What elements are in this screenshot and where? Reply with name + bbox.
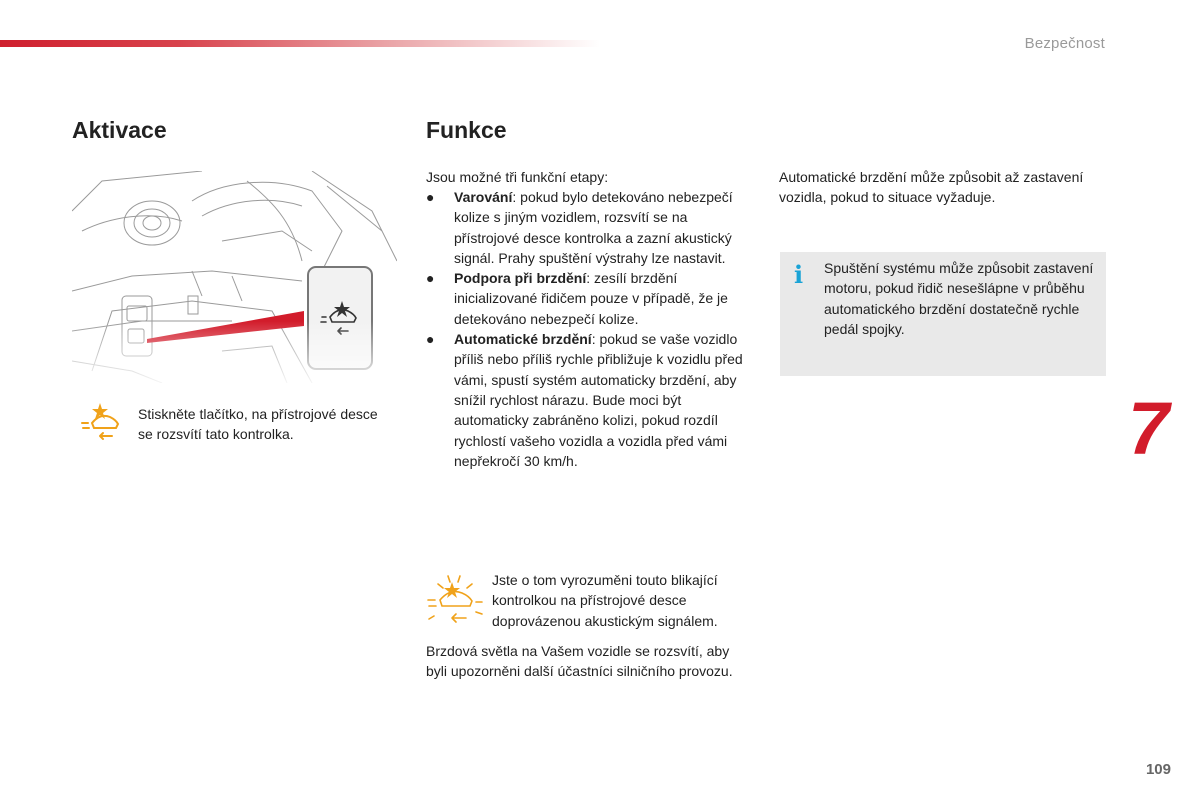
bullet-dot: ● [426, 189, 435, 205]
info-icon: i [794, 260, 804, 289]
intro-text: Jsou možné tři funkční etapy: [426, 169, 609, 185]
section-label: Bezpečnost [1024, 35, 1105, 52]
stage-title: Varování [454, 189, 513, 205]
info-text: Spuštění systému může způsobit zastavení motoru, pokud řidič nesešlápne v průběhu automatického brzdění dostatečně rychle pedál spojky. [824, 260, 1094, 337]
stage-title: Podpora při brzdění [454, 270, 587, 287]
bullet-dot: ● [426, 270, 435, 287]
stage-item-warning [426, 187, 756, 268]
brake-lights-text: Brzdová světla na Vašem vozidle se rozsvítí, aby byli upozorněni další účastníci silničního provozu. [426, 643, 733, 680]
stage-item-auto-braking [426, 329, 756, 471]
stage-list [426, 187, 756, 471]
collision-warning-icon [80, 403, 124, 445]
stage-item-brake-assist [426, 268, 756, 329]
heading-funkce: Funkce [426, 117, 507, 143]
heading-aktivace: Aktivace [72, 117, 167, 143]
stage-description: : pokud se vaše vozidlo příliš nebo příliš rychle přibližuje k vozidlu před vámi, spustí systém automaticky brzdění, aby snížil rychlost nárazu. Bude moci být automaticky zabráněno kolizi, pokud rozdíl rychlostí vašeho vozidla a vozidla před vámi nepřekročí 30 km/h. [454, 331, 743, 469]
activation-caption: Stiskněte tlačítko, na přístrojové desce se rozsvítí tato kontrolka. [138, 406, 378, 442]
warning-text: Jste o tom vyrozuměni touto blikající kontrolkou na přístrojové desce doprovázenou akustickým signálem. [492, 572, 718, 629]
dashboard-illustration [72, 171, 397, 383]
chapter-number: 7 [1128, 387, 1170, 470]
stage-description: : zesílí brzdění inicializované řidičem pouze v případě, že je detekováno nebezpečí kolize. [454, 270, 728, 327]
info-box [780, 252, 1106, 376]
flashing-collision-warning-icon [426, 574, 484, 630]
header-stripe [0, 40, 600, 47]
page-number: 109 [1145, 761, 1171, 778]
bullet-dot: ● [426, 331, 435, 348]
auto-braking-note: Automatické brzdění může způsobit až zastavení vozidla, pokud to situace vyžaduje. [779, 169, 1084, 206]
stage-description: : pokud bylo detekováno nebezpečí kolize s jiným vozidlem, rozsvítí se na přístrojové desce kontrolka a zazní akustický signál. Prahy spuštění výstrahy lze nastavit. [454, 189, 733, 266]
stage-title: Automatické brzdění [454, 331, 592, 348]
